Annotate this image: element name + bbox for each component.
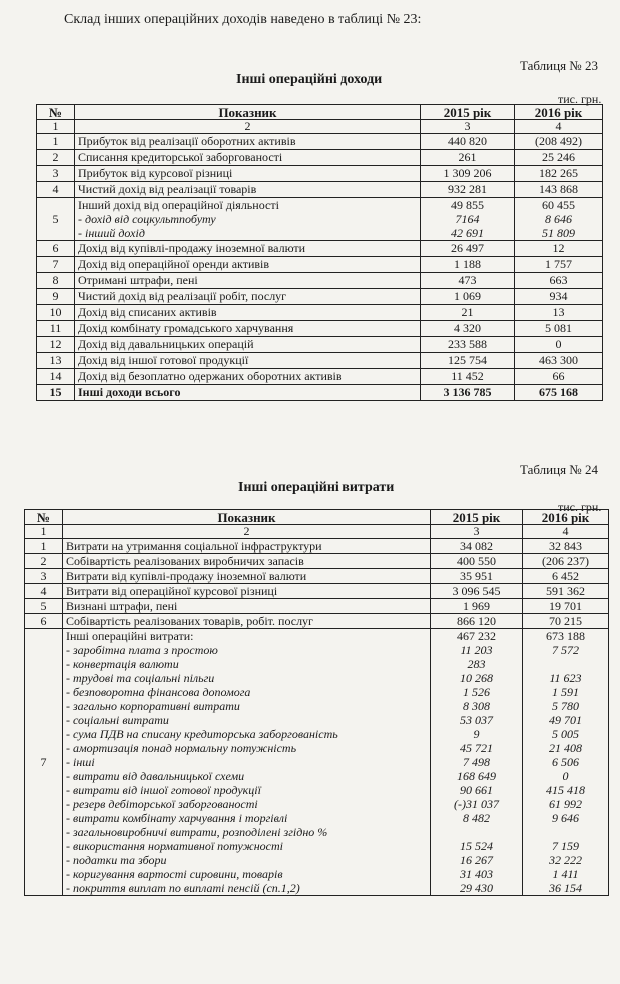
value-2016: 6 452 <box>523 569 609 584</box>
row-number: 9 <box>37 289 75 305</box>
column-number: 4 <box>515 120 603 134</box>
table-row <box>25 599 609 614</box>
column-header: 2016 рік <box>523 510 609 525</box>
row-number: 2 <box>25 554 63 569</box>
table24 <box>24 509 609 896</box>
table24-title: Інші операційні витрати <box>238 480 395 495</box>
table23 <box>36 104 603 401</box>
numbering-row <box>37 120 603 134</box>
row-number: 11 <box>37 321 75 337</box>
value-2016: 25 246 <box>515 150 603 166</box>
table-row <box>37 150 603 166</box>
table-row <box>25 614 609 629</box>
row-label: Собівартість реалізованих виробничих запасів <box>63 554 431 569</box>
value-2015: 3 096 545 <box>431 584 523 599</box>
row-number: 6 <box>37 241 75 257</box>
intro-text: Склад інших операційних доходів наведено в таблиці № 23: <box>64 12 422 27</box>
table-row <box>37 337 603 353</box>
value-2015: 1 309 206 <box>421 166 515 182</box>
column-number: 2 <box>75 120 421 134</box>
column-header: 2016 рік <box>515 105 603 120</box>
row-number: 14 <box>37 369 75 385</box>
row-label: Інший дохід від операційної діяльності - дохід від соцкультпобуту - інший дохід <box>75 198 421 241</box>
column-header: № <box>25 510 63 525</box>
row-number: 8 <box>37 273 75 289</box>
table-row <box>25 569 609 584</box>
table-row <box>25 554 609 569</box>
value-2016: 463 300 <box>515 353 603 369</box>
row-number: 4 <box>25 584 63 599</box>
header-row <box>37 105 603 120</box>
value-2015: 4 320 <box>421 321 515 337</box>
table-row <box>37 273 603 289</box>
value-2016: 673 188 7 572 11 623 1 591 5 780 49 701 5 005 21 408 6 506 0 415 418 61 992 9 646 7 159 32 222 1 411 36 154 <box>523 629 609 896</box>
row-label: Дохід від купівлі-продажу іноземної валюти <box>75 241 421 257</box>
column-header: 2015 рік <box>431 510 523 525</box>
table-row <box>37 257 603 273</box>
table-row <box>37 289 603 305</box>
row-label: Дохід комбінату громадського харчування <box>75 321 421 337</box>
row-label: Дохід від давальницьких операцій <box>75 337 421 353</box>
value-2015: 1 969 <box>431 599 523 614</box>
row-number: 3 <box>25 569 63 584</box>
value-2016: 32 843 <box>523 539 609 554</box>
value-2015: 3 136 785 <box>421 385 515 401</box>
row-number: 7 <box>37 257 75 273</box>
value-2016: 1 757 <box>515 257 603 273</box>
row-label: Інші операційні витрати: - заробітна плата з простою - конвертація валюти - трудові та соціальні пільги - безповоротна фінансова допомога - загально корпоративні витрати - соціальні витрати - сума ПДВ на списану кредиторська заборгованість - амортизація понад нормальну потужність - інші - витрати від давальницької схеми - витрати від іншої готової продукції - резерв дебіторської заборгованості - витрати комбінату харчування і торгівлі - загальновиробничі витрати, розподілені згідно % - використання нормативної потужності - податки та збори - коригування вартості сировини, товарів - покриття виплат по виплаті пенсій (сп.1,2) <box>63 629 431 896</box>
row-number: 5 <box>25 599 63 614</box>
value-2015: 34 082 <box>431 539 523 554</box>
row-label: Дохід від списаних активів <box>75 305 421 321</box>
column-header: Показник <box>75 105 421 120</box>
row-number: 6 <box>25 614 63 629</box>
table-row <box>37 353 603 369</box>
value-2016: 663 <box>515 273 603 289</box>
value-2015: 1 069 <box>421 289 515 305</box>
value-2015: 440 820 <box>421 134 515 150</box>
value-2015: 932 281 <box>421 182 515 198</box>
numbering-row <box>25 525 609 539</box>
row-label: Визнані штрафи, пені <box>63 599 431 614</box>
table-row <box>37 369 603 385</box>
row-number: 12 <box>37 337 75 353</box>
column-number: 3 <box>431 525 523 539</box>
column-header: № <box>37 105 75 120</box>
column-header: Показник <box>63 510 431 525</box>
row-number: 15 <box>37 385 75 401</box>
value-2015: 49 855 7164 42 691 <box>421 198 515 241</box>
row-number: 13 <box>37 353 75 369</box>
value-2016: 591 362 <box>523 584 609 599</box>
table-row <box>37 166 603 182</box>
row-label: Чистий дохід від реалізації товарів <box>75 182 421 198</box>
row-label: Дохід від безоплатно одержаних оборотних активів <box>75 369 421 385</box>
row-number: 1 <box>25 539 63 554</box>
value-2016: 5 081 <box>515 321 603 337</box>
value-2015: 467 232 11 203 283 10 268 1 526 8 308 53 037 9 45 721 7 498 168 649 90 661 (-)31 037 8 482 15 524 16 267 31 403 29 430 <box>431 629 523 896</box>
value-2016: (208 492) <box>515 134 603 150</box>
value-2015: 400 550 <box>431 554 523 569</box>
column-number: 3 <box>421 120 515 134</box>
row-label: Витрати від операційної курсової різниці <box>63 584 431 599</box>
table24-unit: тис. грн. <box>558 500 602 514</box>
row-number: 2 <box>37 150 75 166</box>
table-row <box>37 385 603 401</box>
row-number: 4 <box>37 182 75 198</box>
table23-unit: тис. грн. <box>558 92 602 106</box>
value-2016: 70 215 <box>523 614 609 629</box>
value-2016: 12 <box>515 241 603 257</box>
value-2015: 11 452 <box>421 369 515 385</box>
row-label: Списання кредиторської заборгованості <box>75 150 421 166</box>
row-number: 5 <box>37 198 75 241</box>
table23-label: Таблиця № 23 <box>520 58 598 73</box>
value-2016: 675 168 <box>515 385 603 401</box>
table24-label: Таблиця № 24 <box>520 462 598 477</box>
row-number: 1 <box>37 134 75 150</box>
table-row <box>37 241 603 257</box>
value-2015: 35 951 <box>431 569 523 584</box>
row-label: Прибуток від реалізації оборотних активів <box>75 134 421 150</box>
column-header: 2015 рік <box>421 105 515 120</box>
value-2015: 21 <box>421 305 515 321</box>
column-number: 4 <box>523 525 609 539</box>
row-label: Інші доходи всього <box>75 385 421 401</box>
table-row <box>25 539 609 554</box>
table-row <box>37 198 603 241</box>
value-2015: 261 <box>421 150 515 166</box>
table-row <box>25 629 609 896</box>
column-number: 1 <box>37 120 75 134</box>
value-2016: 66 <box>515 369 603 385</box>
value-2016: 934 <box>515 289 603 305</box>
table-row <box>37 305 603 321</box>
table-row <box>37 321 603 337</box>
value-2015: 26 497 <box>421 241 515 257</box>
value-2015: 473 <box>421 273 515 289</box>
row-number: 3 <box>37 166 75 182</box>
value-2016: 182 265 <box>515 166 603 182</box>
value-2015: 866 120 <box>431 614 523 629</box>
row-label: Дохід від іншої готової продукції <box>75 353 421 369</box>
value-2016: 13 <box>515 305 603 321</box>
row-number: 7 <box>25 629 63 896</box>
table23-title: Інші операційні доходи <box>236 72 383 87</box>
row-number: 10 <box>37 305 75 321</box>
row-label: Дохід від операційної оренди активів <box>75 257 421 273</box>
row-label: Чистий дохід від реалізації робіт, послуг <box>75 289 421 305</box>
column-number: 2 <box>63 525 431 539</box>
value-2015: 1 188 <box>421 257 515 273</box>
value-2016: (206 237) <box>523 554 609 569</box>
table-row <box>25 584 609 599</box>
column-number: 1 <box>25 525 63 539</box>
row-label: Витрати від купівлі-продажу іноземної валюти <box>63 569 431 584</box>
header-row <box>25 510 609 525</box>
value-2016: 143 868 <box>515 182 603 198</box>
row-label: Витрати на утримання соціальної інфраструктури <box>63 539 431 554</box>
value-2016: 19 701 <box>523 599 609 614</box>
table-row <box>37 134 603 150</box>
row-label: Прибуток від курсової різниці <box>75 166 421 182</box>
row-label: Отримані штрафи, пені <box>75 273 421 289</box>
value-2016: 0 <box>515 337 603 353</box>
value-2015: 125 754 <box>421 353 515 369</box>
table-row <box>37 182 603 198</box>
value-2015: 233 588 <box>421 337 515 353</box>
row-label: Собівартість реалізованих товарів, робіт. послуг <box>63 614 431 629</box>
value-2016: 60 455 8 646 51 809 <box>515 198 603 241</box>
